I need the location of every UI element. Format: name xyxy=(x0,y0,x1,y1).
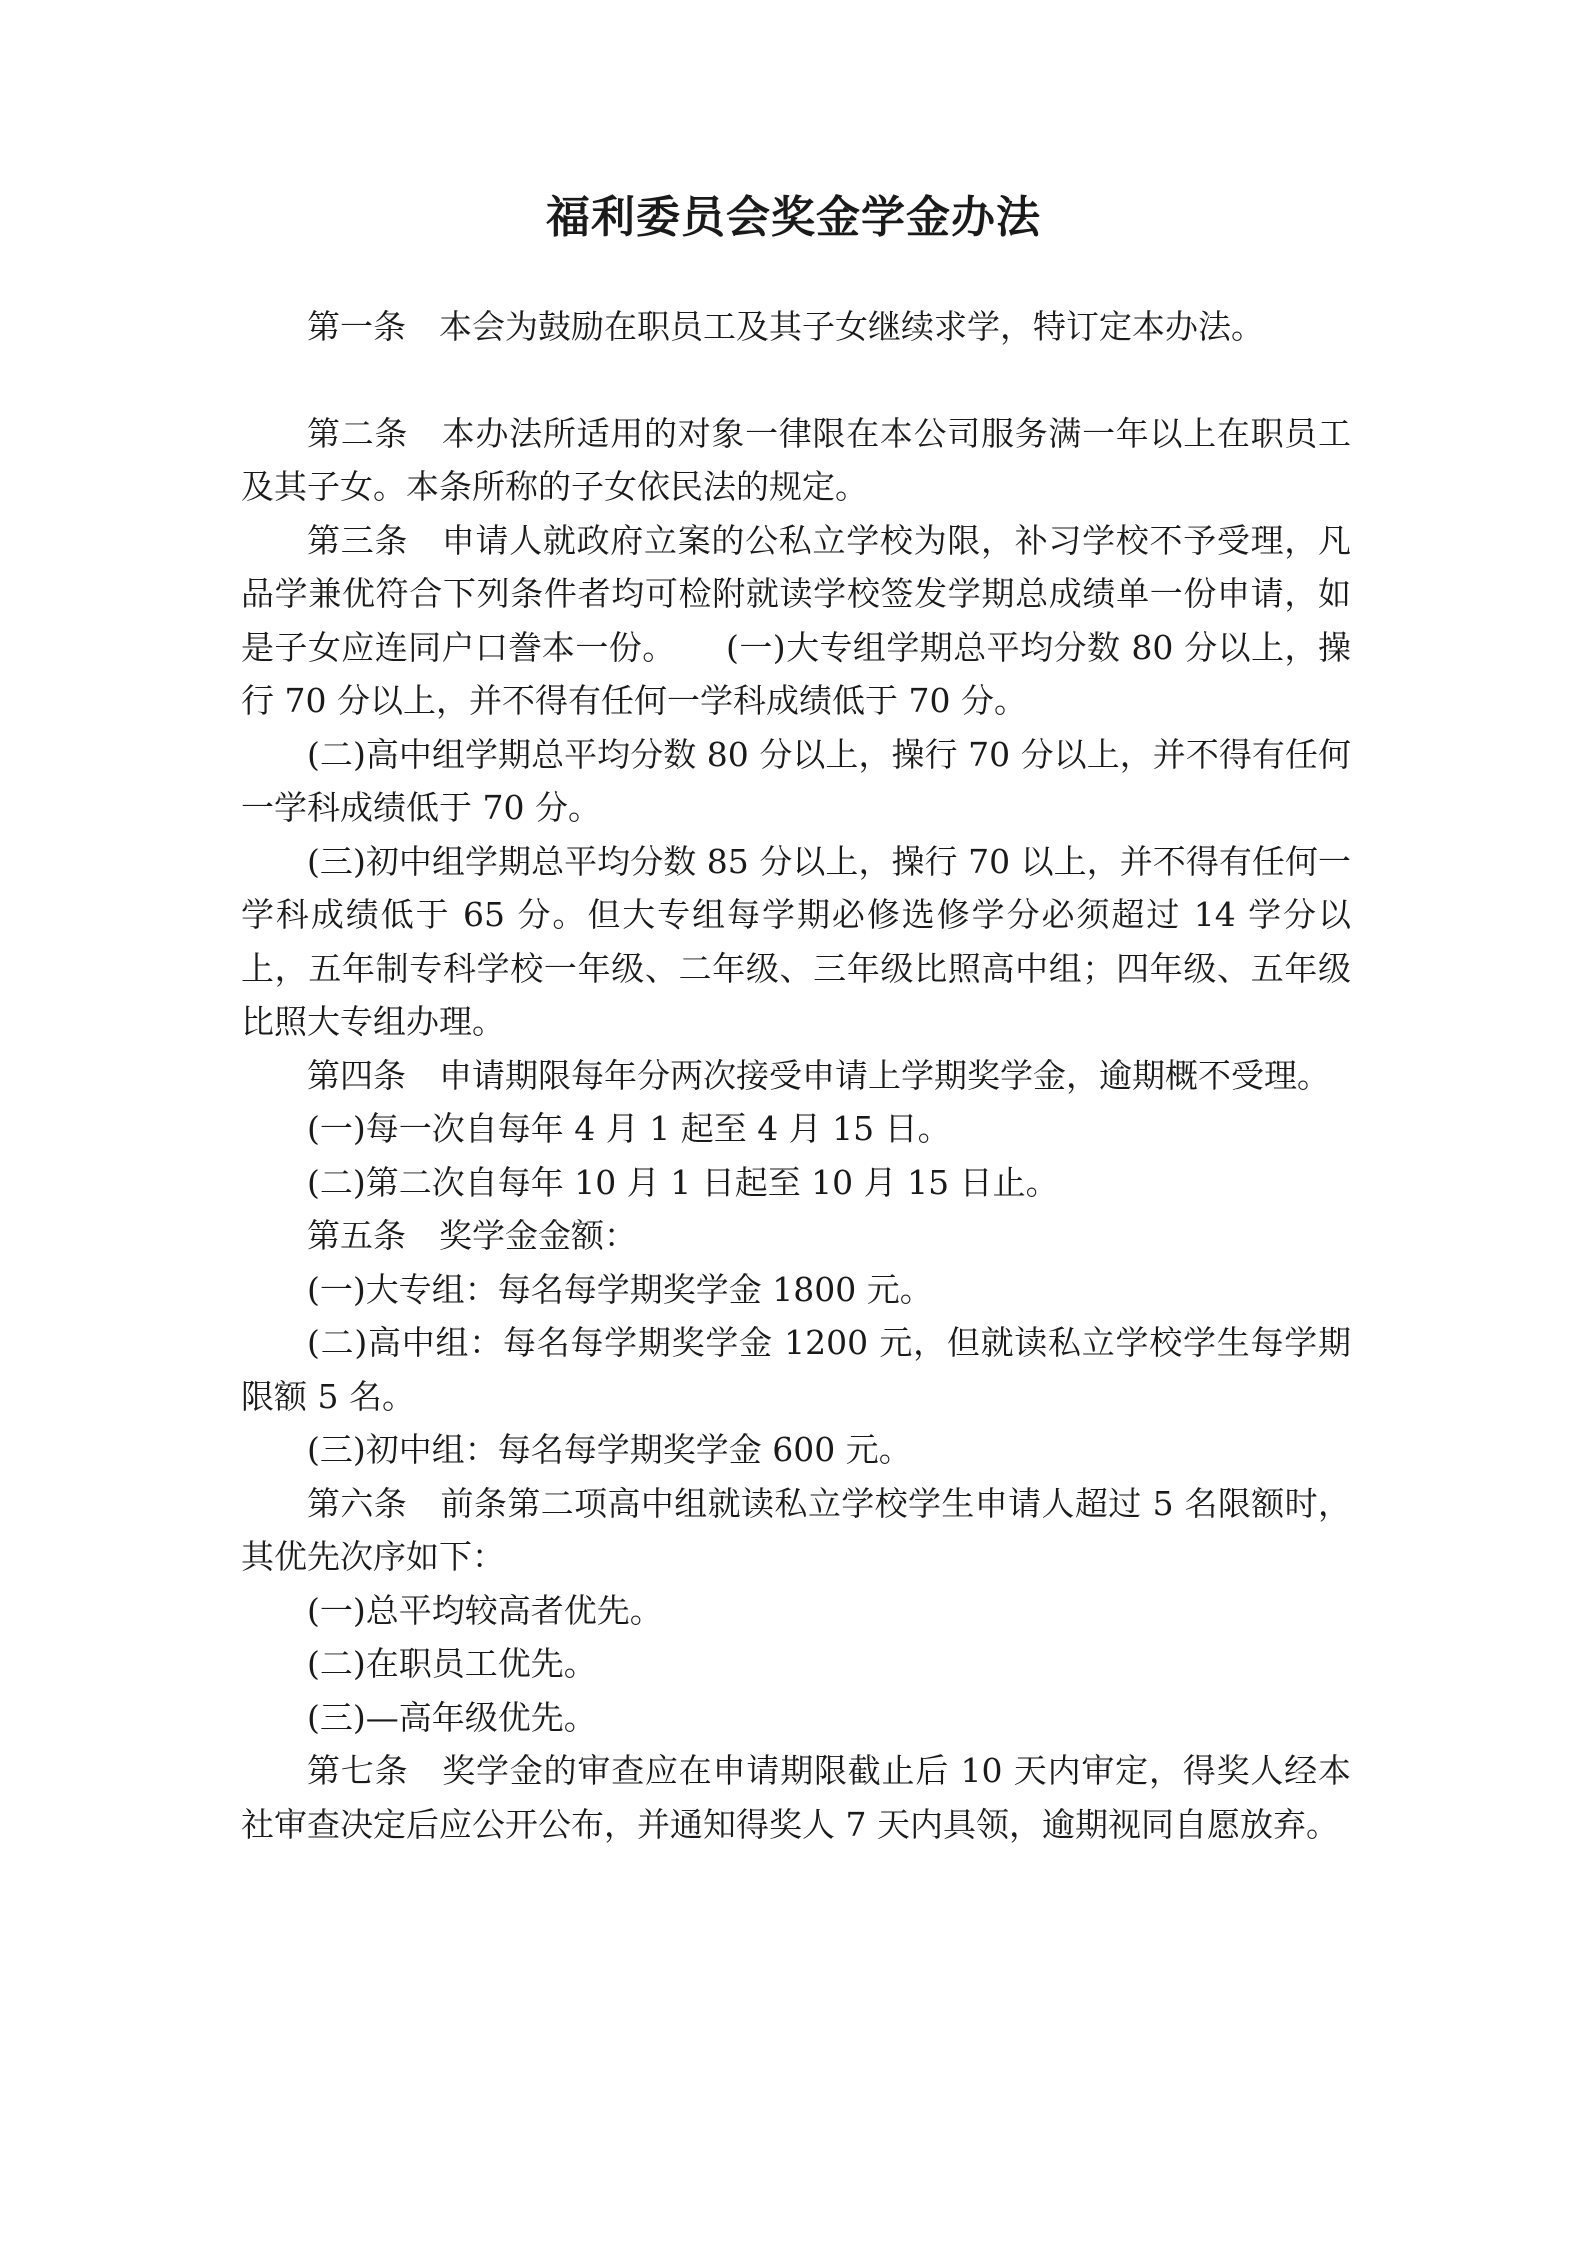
article-4-item-1: (一)每一次自每年 4 月 1 起至 4 月 15 日。 xyxy=(307,1109,951,1148)
article-6: 第六条 前条第二项高中组就读私立学校学生申请人超过 5 名限额时，其优先次序如下： xyxy=(241,1483,1351,1576)
article-6-item-3: (三)—高年级优先。 xyxy=(307,1697,597,1737)
document-body xyxy=(241,300,1351,1851)
article-3-item-2: (二)高中组学期总平均分数 80 分以上，操行 70 分以上，并不得有任何一学科成绩低于 70 分。 xyxy=(241,734,1351,827)
article-5-item-1: (一)大专组：每名每学期奖学金 1800 元。 xyxy=(307,1269,933,1309)
article-6-item-2: (二)在职员工优先。 xyxy=(307,1644,597,1683)
article-3-item-3: (三)初中组学期总平均分数 85 分以上，操行 70 以上，并不得有任何一学科成绩低于 65 分。但大专组每学期必修选修学分必须超过 14 学分以上，五年制专科学校一年级、二年级、三年级比照高中组；四年级、五年级比照大专组办理。 xyxy=(241,841,1351,1041)
article-5-item-3: (三)初中组：每名每学期奖学金 600 元。 xyxy=(307,1430,912,1469)
article-4: 第四条 申请期限每年分两次接受申请上学期奖学金，逾期概不受理。 xyxy=(307,1055,1330,1095)
article-7: 第七条 奖学金的审查应在申请期限截止后 10 天内审定，得奖人经本社审查决定后应公开公布，并通知得奖人 7 天内具领，逾期视同自愿放弃。 xyxy=(241,1751,1351,1844)
article-5-item-2: (二)高中组：每名每学期奖学金 1200 元，但就读私立学校学生每学期限额 5 名。 xyxy=(241,1323,1351,1416)
article-4-item-2: (二)第二次自每年 10 月 1 日起至 10 月 15 日止。 xyxy=(307,1162,1059,1202)
article-3: 第三条 申请人就政府立案的公私立学校为限，补习学校不予受理，凡品学兼优符合下列条件者均可检附就读学校签发学期总成绩单一份申请，如是子女应连同户口誊本一份。 (一)大专组学期总平均分数 80 分以上，操行 70 分以上，并不得有任何一学科成绩低于 70 分。 xyxy=(241,520,1351,720)
article-5: 第五条 奖学金金额： xyxy=(307,1216,637,1255)
article-1: 第一条 本会为鼓励在职员工及其子女继续求学，特订定本办法。 xyxy=(307,307,1264,346)
article-6-item-1: (一)总平均较高者优先。 xyxy=(307,1590,663,1630)
document-title: 福利委员会奖金学金办法 xyxy=(546,192,1041,243)
article-2: 第二条 本办法所适用的对象一律限在本公司服务满一年以上在职员工及其子女。本条所称的子女依民法的规定。 xyxy=(241,413,1351,506)
